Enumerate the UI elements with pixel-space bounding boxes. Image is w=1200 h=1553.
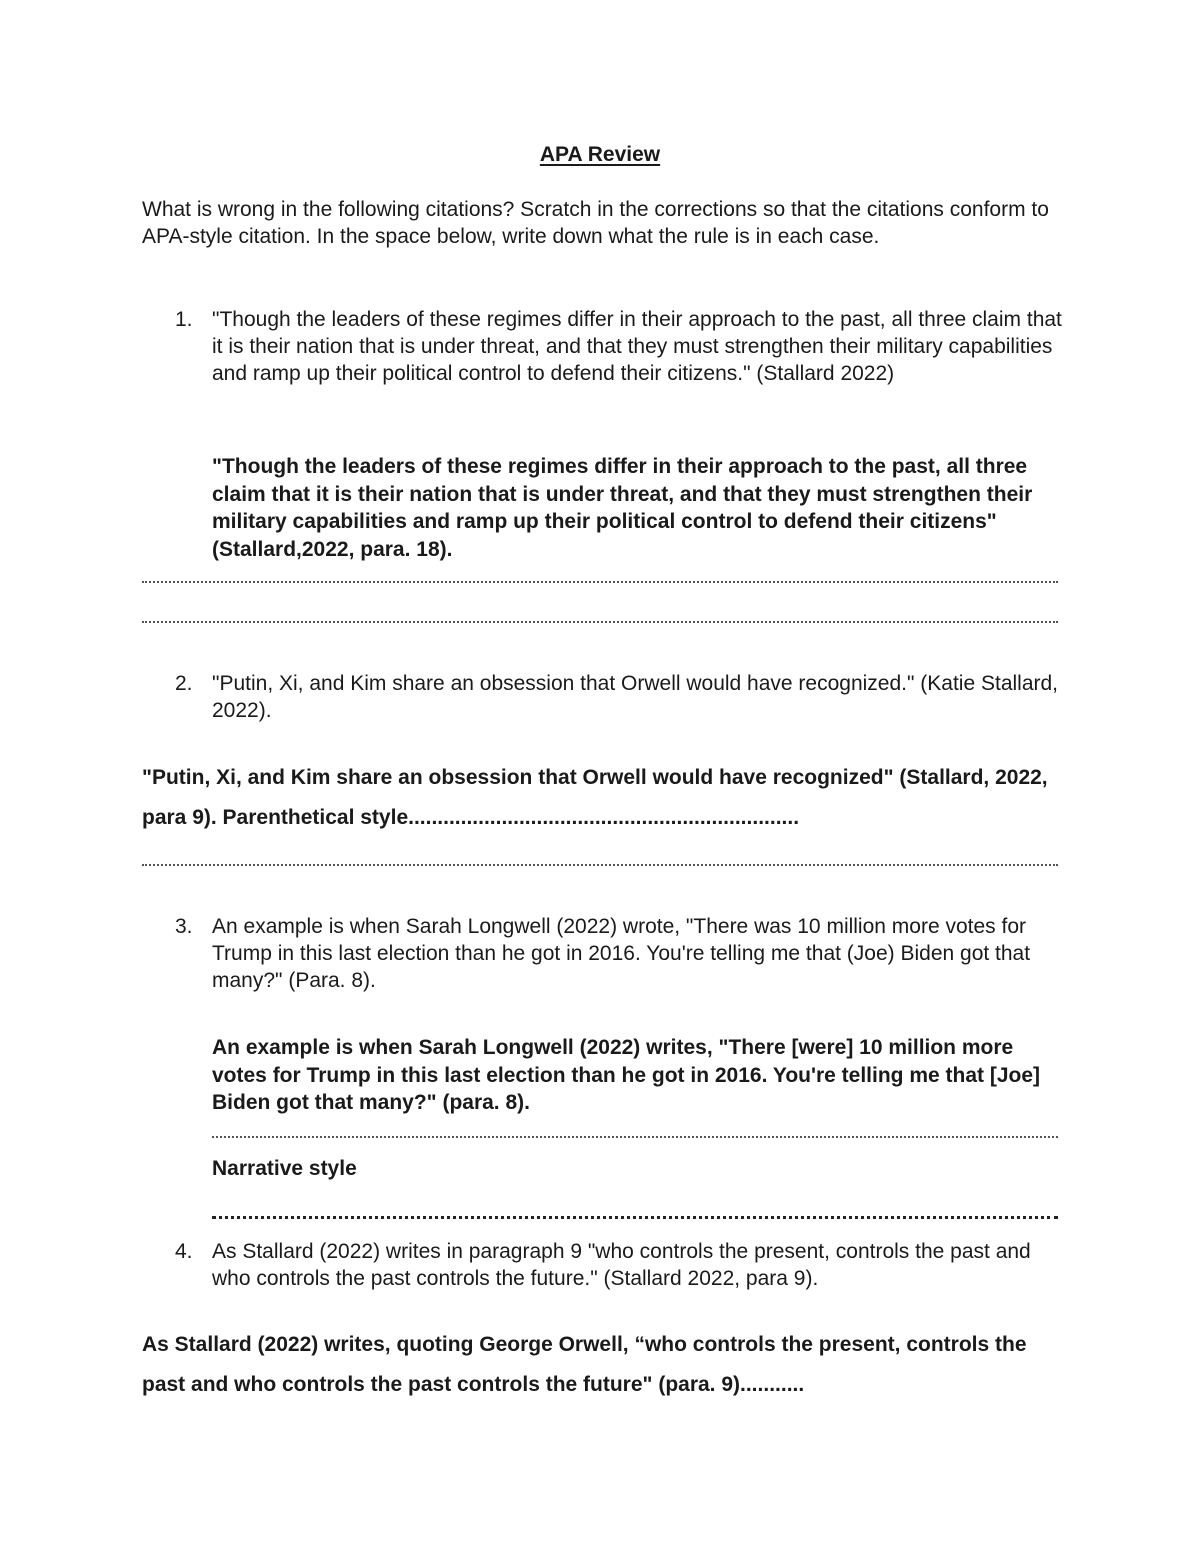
dotted-line: [212, 1133, 1058, 1138]
item-number: 1.: [175, 308, 193, 331]
item-original-citation: As Stallard (2022) writes in paragraph 9 "who controls the present, controls the past and who controls the past controls the future." (Stallard 2022, para 9).: [212, 1240, 1031, 1290]
item-2-answer: "Putin, Xi, and Kim share an obsession that Orwell would have recognized" (Stallard, 2022, para 9). Parenthetical style...................................................................: [142, 766, 1048, 829]
item-3-note: Narrative style: [212, 1157, 357, 1180]
item-4-answer: As Stallard (2022) writes, quoting George Orwell, “who controls the present, controls the past and who controls the past controls the future" (para. 9)...........: [142, 1333, 1027, 1396]
item-number: 2.: [175, 672, 193, 695]
item-number: 3.: [175, 915, 193, 938]
item-original-citation: "Putin, Xi, and Kim share an obsession that Orwell would have recognized." (Katie Stallard, 2022).: [212, 672, 1059, 722]
dotted-line: [142, 578, 1058, 583]
page-title: APA Review: [539, 143, 661, 166]
item-original-citation: An example is when Sarah Longwell (2022) wrote, "There was 10 million more votes for Trump in this last election than he got in 2016. You're telling me that (Joe) Biden got that many?" (Para. 8).: [212, 915, 1031, 992]
dotted-line: [142, 618, 1058, 623]
instructions: What is wrong in the following citations? Scratch in the corrections so that the citations conform to APA-style citation. In the space below, write down what the rule is in each case.: [142, 198, 1049, 248]
item-3-answer: An example is when Sarah Longwell (2022) writes, "There [were] 10 million more votes for Trump in this last election than he got in 2016. You're telling me that [Joe] Biden got that many?" (para. 8).: [212, 1036, 1041, 1114]
item-original-citation: "Though the leaders of these regimes differ in their approach to the past, all three claim that it is their nation that is under threat, and that they must strengthen their military capabilities and ramp up their political control to defend their citizens." (Stallard 2022): [212, 308, 1062, 385]
item-number: 4.: [175, 1240, 193, 1263]
dotted-line: [212, 1213, 1058, 1219]
item-1-answer: "Though the leaders of these regimes differ in their approach to the past, all three claim that it is their nation that is under threat, and that they must strengthen their military capabilities and ramp up their political control to defend their citizens" (Stallard,2022, para. 18).: [212, 455, 1033, 561]
dotted-line: [142, 861, 1058, 866]
